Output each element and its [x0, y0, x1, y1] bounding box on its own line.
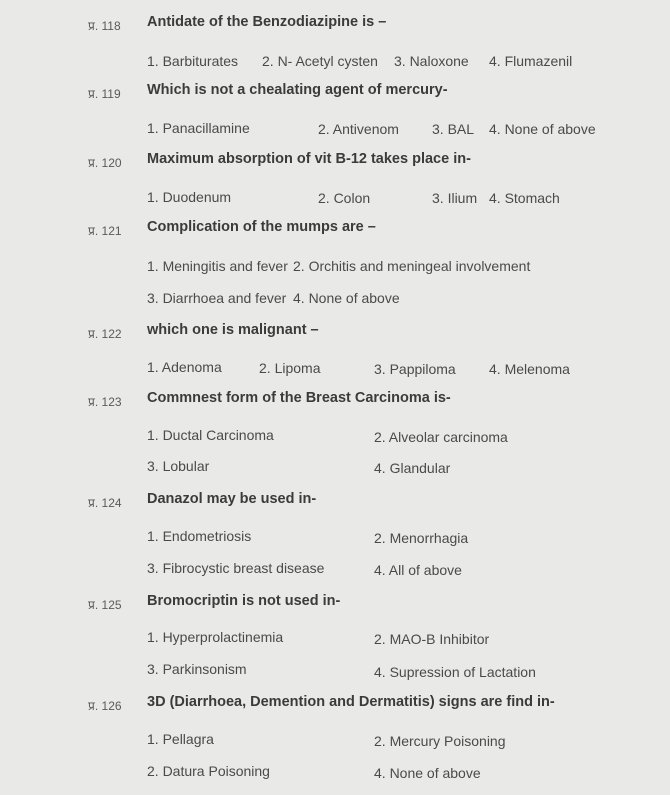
option: 1. Endometriosis — [147, 528, 252, 544]
question-119 — [0, 81, 670, 103]
option: 2. Mercury Poisoning — [374, 733, 506, 749]
question-120 — [0, 150, 670, 172]
question-number: प्र. 119 — [88, 87, 121, 101]
question-number: प्र. 124 — [88, 496, 122, 510]
question-number: प्र. 121 — [88, 224, 122, 238]
question-text: which one is malignant – — [147, 322, 319, 338]
question-text: Bromocriptin is not used in- — [147, 593, 341, 609]
question-124 — [0, 490, 670, 512]
option: 2. Colon — [318, 190, 371, 206]
option: 4. None of above — [374, 765, 481, 781]
option: 4. Melenoma — [489, 361, 570, 377]
option: 4. None of above — [489, 121, 596, 137]
question-126 — [0, 693, 670, 715]
option: 3. Parkinsonism — [147, 661, 247, 677]
option: 1. Pellagra — [147, 731, 214, 747]
question-123 — [0, 389, 670, 411]
option: 3. Fibrocystic breast disease — [147, 560, 325, 576]
option: 2. N- Acetyl cysten — [262, 53, 378, 69]
question-text: Which is not a chealating agent of mercury- — [147, 82, 448, 98]
question-text: Maximum absorption of vit B-12 takes place in- — [147, 151, 471, 167]
option: 3. Lobular — [147, 458, 210, 474]
question-text: Danazol may be used in- — [147, 491, 317, 507]
option: 4. Stomach — [489, 190, 560, 206]
option: 3. Naloxone — [394, 53, 469, 69]
option: 2. Orchitis and meningeal involvement — [293, 258, 531, 274]
question-122 — [0, 321, 670, 343]
question-118 — [0, 13, 670, 35]
question-text: Commnest form of the Breast Carcinoma is- — [147, 390, 451, 406]
option: 4. Supression of Lactation — [374, 664, 536, 680]
option: 4. All of above — [374, 562, 462, 578]
question-121 — [0, 218, 670, 240]
option: 2. Menorrhagia — [374, 530, 469, 546]
question-125 — [0, 592, 670, 614]
question-text: 3D (Diarrhoea, Demention and Dermatitis) signs are find in- — [147, 694, 555, 710]
option: 2. MAO-B Inhibitor — [374, 631, 490, 647]
option: 1. Panacillamine — [147, 120, 250, 136]
option: 3. Diarrhoea and fever — [147, 290, 287, 306]
question-text: Complication of the mumps are – — [147, 219, 376, 235]
option: 1. Ductal Carcinoma — [147, 427, 274, 443]
question-number: प्र. 123 — [88, 395, 122, 409]
option: 1. Barbiturates — [147, 53, 239, 69]
option: 1. Duodenum — [147, 189, 232, 205]
question-number: प्र. 126 — [88, 699, 122, 713]
option: 2. Lipoma — [259, 360, 321, 376]
option: 2. Antivenom — [318, 121, 399, 137]
option: 2. Datura Poisoning — [147, 763, 270, 779]
option: 1. Hyperprolactinemia — [147, 629, 284, 645]
question-number: प्र. 120 — [88, 156, 122, 170]
question-number: प्र. 125 — [88, 598, 122, 612]
option: 4. Glandular — [374, 460, 451, 476]
option: 2. Alveolar carcinoma — [374, 429, 508, 445]
question-number: प्र. 122 — [88, 327, 122, 341]
option: 1. Adenoma — [147, 359, 222, 375]
option: 3. Pappiloma — [374, 361, 456, 377]
option: 4. None of above — [293, 290, 400, 306]
question-number: प्र. 118 — [88, 19, 121, 33]
question-text: Antidate of the Benzodiazipine is – — [147, 14, 387, 30]
option: 3. BAL — [432, 121, 475, 137]
option: 4. Flumazenil — [489, 53, 573, 69]
option: 1. Meningitis and fever — [147, 258, 288, 274]
option: 3. Ilium — [432, 190, 478, 206]
